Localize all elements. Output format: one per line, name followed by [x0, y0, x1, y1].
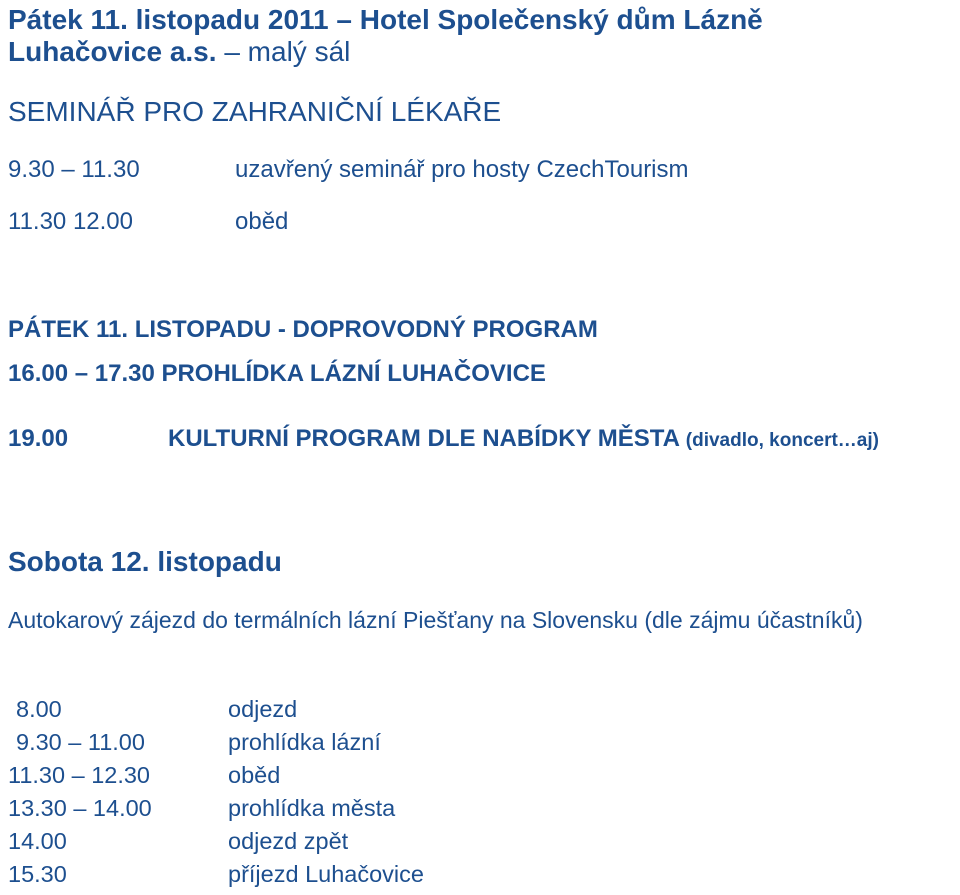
program-evening-line	[168, 425, 879, 455]
seminar-title: SEMINÁŘ PRO ZAHRANIČNÍ LÉKAŘE	[8, 96, 502, 127]
program-evening-time: 19.00	[8, 425, 69, 452]
friday-item-text: uzavřený seminář pro hosty CzechTourism	[235, 156, 689, 183]
schedule-text: odjezd zpět	[228, 828, 349, 854]
schedule-time: 9.30 – 11.00	[16, 729, 145, 755]
schedule-time: 14.00	[8, 828, 67, 854]
program-evening-text: KULTURNÍ PROGRAM DLE NABÍDKY MĚSTA	[168, 425, 680, 452]
friday-heading-line1: Pátek 11. listopadu 2011 – Hotel Společenský dům Lázně	[8, 4, 763, 35]
friday-item-time: 9.30 – 11.30	[8, 156, 140, 183]
schedule-time: 8.00	[16, 696, 62, 722]
venue-name: Luhačovice a.s.	[8, 36, 217, 67]
friday-item-text: oběd	[235, 208, 289, 235]
saturday-trip: Autokarový zájezd do termálních lázní Piešťany na Slovensku (dle zájmu účastníků)	[8, 607, 863, 633]
schedule-text: odjezd	[228, 696, 298, 722]
program-title: PÁTEK 11. LISTOPADU - DOPROVODNÝ PROGRAM	[8, 316, 598, 343]
schedule-text: oběd	[228, 762, 281, 788]
schedule-text: příjezd Luhačovice	[228, 861, 424, 887]
schedule-text: prohlídka města	[228, 795, 396, 821]
program-evening-note: (divadlo, koncert…aj)	[685, 430, 879, 451]
friday-heading-line2	[8, 36, 350, 68]
schedule-time: 15.30	[8, 861, 67, 887]
schedule-time: 13.30 – 14.00	[8, 795, 152, 821]
program-tour: 16.00 – 17.30 PROHLÍDKA LÁZNÍ LUHAČOVICE	[8, 360, 546, 387]
friday-item-time: 11.30 12.00	[8, 208, 134, 235]
schedule-time: 11.30 – 12.30	[8, 762, 150, 788]
schedule-text: prohlídka lázní	[228, 729, 381, 755]
saturday-heading: Sobota 12. listopadu	[8, 546, 282, 577]
venue-room: – malý sál	[224, 36, 351, 67]
